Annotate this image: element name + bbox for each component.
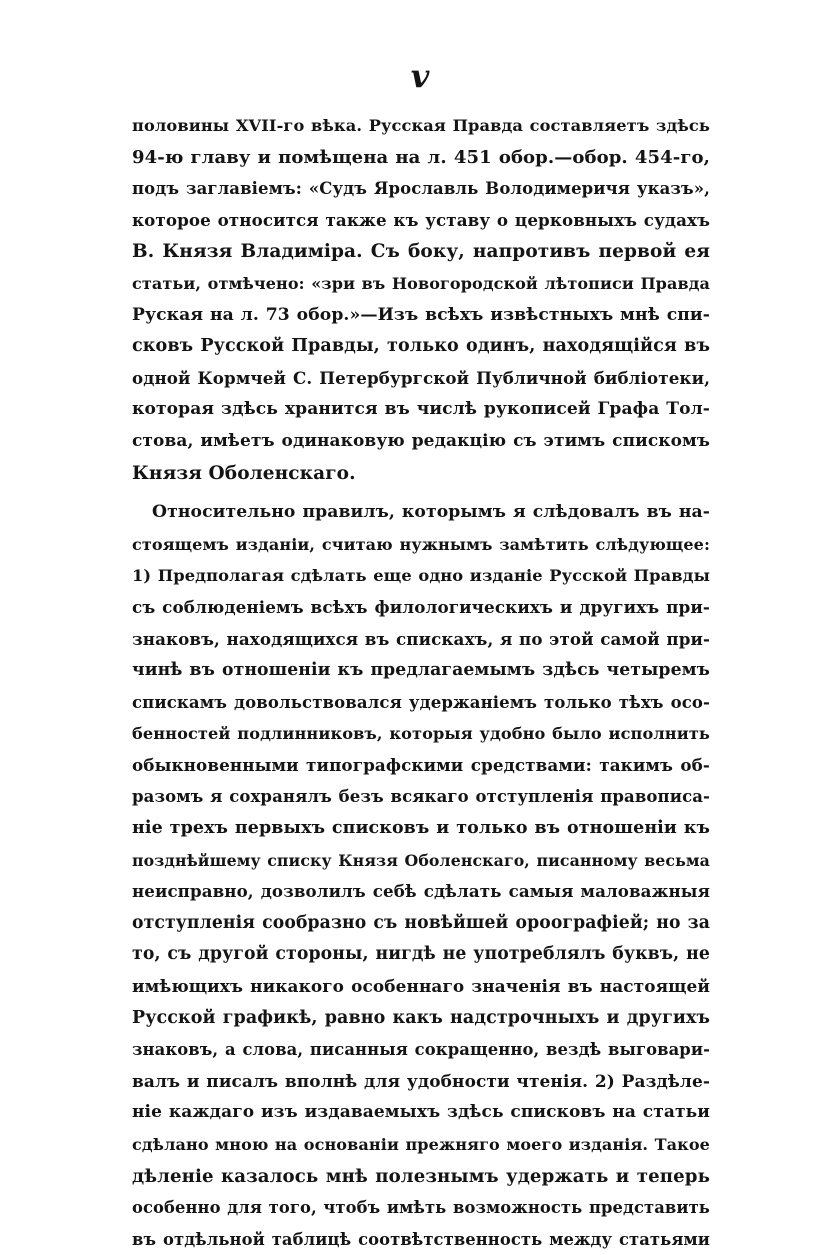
body-text (132, 110, 710, 1255)
text-line: стова, имѣетъ одинаковую редакцію съ этимъ спискомъ (132, 430, 710, 451)
text-line: половины XVII-го вѣка. Русская Правда составляетъ здѣсь (132, 116, 710, 135)
text-line: имѣющихъ никакого особеннаго значенія въ настоящей (132, 976, 710, 997)
text-line: подъ заглавіемъ: «Судъ Ярославль Володимеричя указъ», (132, 179, 710, 199)
text-line: которое относится также къ уставу о церковныхъ судахъ (132, 209, 710, 230)
text-line: сковъ Русской Правды, только одинъ, находящійся въ (132, 336, 710, 357)
text-line: ніе каждаго изъ издаваемыхъ здѣсь списковъ на статьи (132, 1102, 710, 1123)
paragraph-2 (132, 497, 710, 1255)
text-line: Князя Оболенскаго. (132, 462, 356, 484)
text-line: неисправно, дозволилъ себѣ сдѣлать самыя маловажныя (132, 881, 710, 902)
text-line: 94-ю главу и помѣщена на л. 451 обор.—обор. 454-го, (132, 146, 710, 168)
paragraph-1 (132, 110, 710, 489)
text-line: бенностей подлинниковъ, которыя удобно было исполнить (132, 724, 710, 744)
text-line: валъ и писалъ вполнѣ для удобности чтенія. 2) Раздѣле- (132, 1070, 710, 1091)
text-line: обыкновенными типографскими средствами: такимъ об- (132, 754, 710, 775)
text-line: ніе трехъ первыхъ списковъ и только въ отношеніи къ (132, 818, 710, 839)
text-line: особенно для того, чтобъ имѣть возможность представить (132, 1198, 710, 1218)
text-line: стоящемъ изданіи, считаю нужнымъ замѣтить слѣдующее: (132, 534, 710, 554)
text-line: одной Кормчей С. Петербургской Публичной библіотеки, (132, 367, 710, 388)
text-line: съ соблюденіемъ всѣхъ филологическихъ и другихъ при- (132, 596, 710, 617)
text-line: въ отдѣльной таблицѣ соотвѣтственность между статьями (132, 1229, 710, 1249)
text-line: 1) Предполагая сдѣлать еще одно изданіе Русской Правды (132, 566, 710, 586)
text-line: статьи, отмѣчено: «зри въ Новогородской лѣтописи Правда (132, 273, 710, 293)
text-line: Русской графикѣ, равно какъ надстрочныхъ и другихъ (132, 1007, 710, 1028)
text-line: спискамъ довольствовался удержаніемъ только тѣхъ осо- (132, 691, 710, 712)
text-line: Руская на л. 73 обор.»—Изъ всѣхъ извѣстныхъ мнѣ спи- (132, 304, 710, 325)
page-number: v (410, 57, 430, 95)
text-line: сдѣлано мною на основаніи прежняго моего изданія. Такое (132, 1135, 710, 1154)
text-line: дѣленіе казалось мнѣ полезнымъ удержать и теперь (132, 1165, 710, 1187)
text-line: В. Князя Владиміра. Съ боку, напротивъ первой ея (132, 241, 710, 263)
text-line: которая здѣсь хранится въ числѣ рукописей Графа Тол- (132, 399, 710, 420)
text-line: знаковъ, находящихся въ спискахъ, я по этой самой при- (132, 628, 710, 649)
text-line: чинѣ въ отношеніи къ предлагаемымъ здѣсь четыремъ (132, 660, 710, 681)
text-line: отступленія сообразно съ новѣйшей ороографіей; но за (132, 912, 710, 933)
text-line: разомъ я сохранялъ безъ всякаго отступленія правописа- (132, 786, 710, 807)
text-line: Относительно правилъ, которымъ я слѣдовалъ въ на- (152, 502, 710, 523)
text-line: позднѣйшему списку Князя Оболенскаго, писанному весьма (132, 850, 710, 870)
text-line: знаковъ, а слова, писанныя сокращенно, вездѣ выговари- (132, 1040, 710, 1060)
text-line: то, съ другой стороны, нигдѣ не употреблялъ буквъ, не (132, 944, 710, 965)
